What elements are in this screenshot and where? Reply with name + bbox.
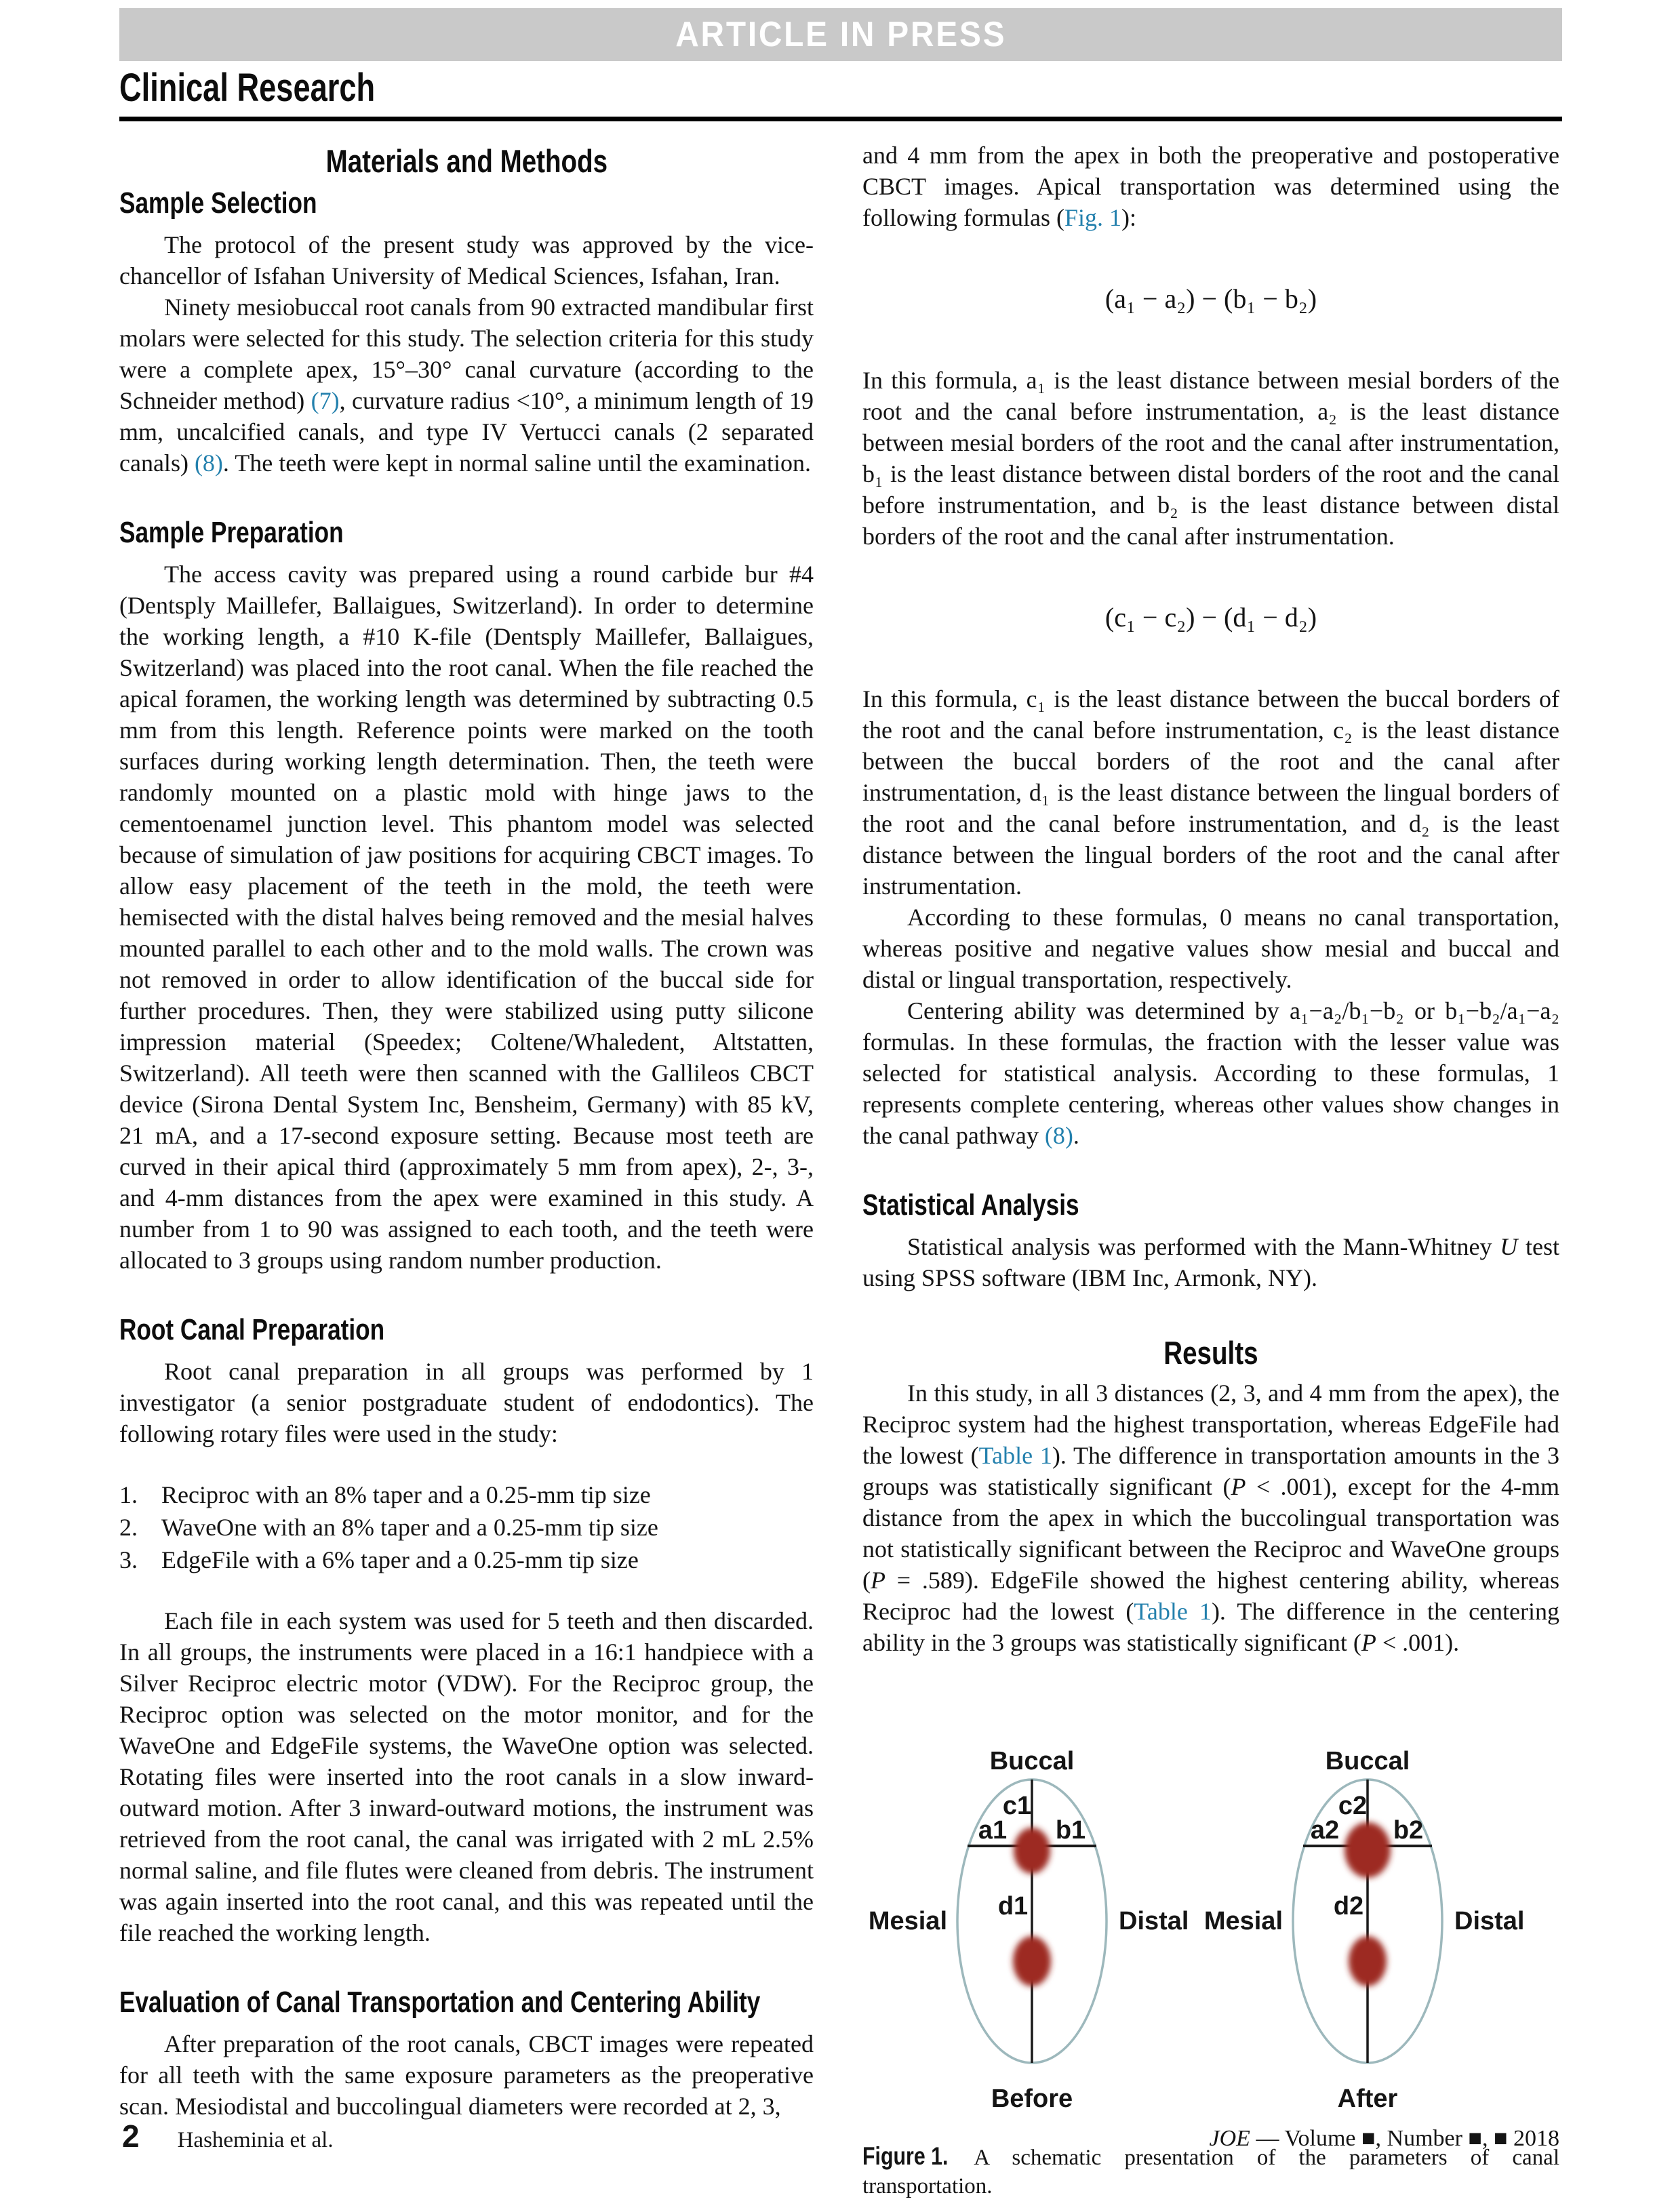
centering-ability-paragraph: [862, 995, 1559, 1151]
a2-label: a2: [1310, 1816, 1340, 1845]
text-segment: . The teeth were kept in normal saline until the examination.: [222, 449, 811, 477]
mesial-label: Mesial: [1203, 1907, 1283, 1935]
text-segment: = .589). EdgeFile showed the highest centering ability, whereas Reciproc had the lowest (: [862, 1567, 1559, 1625]
article-in-press-banner: [119, 8, 1562, 61]
text-segment: Root canal preparation in all groups was performed by 1 investigator (a senior postgraduate student of endodontics). The following rotary files were used in the study:: [119, 1358, 814, 1447]
text-segment: < .001), except for the 4-mm distance from the apex in which the buccolingual transportation was not statistically significant between the Reciproc and WaveOne groups (: [862, 1473, 1559, 1594]
before-cross-section: [869, 1747, 1189, 2113]
p-value-symbol: P: [871, 1567, 885, 1594]
section-brand: [119, 65, 447, 110]
running-authors: Hasheminia et al.: [177, 2128, 334, 2152]
footer-right: [1210, 2126, 1559, 2152]
after-label: After: [1337, 2085, 1398, 2113]
text-segment: In this study, in all 3 distances (2, 3, and 4 mm from the apex), the Reciproc system had the highest transportation, whereas EdgeFile had the lowest (: [862, 1380, 1559, 1469]
text-segment: In this formula, c₁ is the least distance between the buccal borders of the root and the canal before instrumentation, c₂ is the least distance between the buccal borders of the root and the canal after instrumentation, d₁ is the least distance between the lingual borders of the root and the canal before instrumentation, and d₂ is the least distance between the lingual borders of the root and the canal after instrumentation.: [862, 685, 1559, 900]
text-segment: Ninety mesiobuccal root canals from 90 extracted mandibular first molars were selected for this study. The selection criteria for this study were a complete apex, 15°–30° canal curvature (according to the Schneider method): [119, 294, 814, 414]
sample-preparation-heading: Sample Preparation: [119, 516, 344, 549]
distal-label: Distal: [1119, 1907, 1189, 1935]
sample-selection-heading: Sample Selection: [119, 186, 317, 220]
root-canal-preparation-heading: Root Canal Preparation: [119, 1313, 385, 1346]
statistical-analysis-paragraph: [862, 1231, 1559, 1293]
text-segment: , curvature radius <10°, a minimum length of 19 mm, uncalcified canals, and type IV Vertucci canals (2 separated canals): [119, 387, 814, 477]
text-segment: and 4 mm from the apex in both the preoperative and postoperative CBCT images. Apical transportation was determined using the following formulas (: [862, 142, 1559, 231]
c2-label: c2: [1338, 1792, 1368, 1820]
list-item-number: 2.: [119, 1514, 138, 1541]
figure-1: [862, 1681, 1559, 2200]
root-canal-preparation-paragraph-2: [119, 1605, 814, 1948]
list-item-text: WaveOne with an 8% taper and a 0.25-mm tip size: [161, 1514, 658, 1541]
list-item-text: Reciproc with an 8% taper and a 0.25-mm tip size: [161, 1481, 651, 1508]
c1-label: c1: [1002, 1792, 1032, 1820]
sample-selection-paragraph-1: [119, 229, 814, 291]
b2-label: b2: [1393, 1816, 1424, 1845]
mesial-label: Mesial: [868, 1907, 947, 1935]
b1-label: b1: [1055, 1816, 1086, 1845]
text-segment: After preparation of the root canals, CBCT images were repeated for all teeth with the same exposure parameters as the preoperative scan. Mesiodistal and buccolingual diameters were recorded at 2, 3,: [119, 2030, 814, 2120]
root-canal-preparation-paragraph-1: [119, 1356, 814, 1449]
evaluation-heading: Evaluation of Canal Transportation and Centering Ability: [119, 1986, 761, 2019]
before-label: Before: [991, 2085, 1073, 2113]
list-item-number: 3.: [119, 1546, 138, 1573]
header-divider: [119, 117, 1562, 121]
evaluation-paragraph: [119, 2028, 814, 2122]
text-segment: < .001).: [1376, 1629, 1460, 1656]
list-item: [119, 1512, 814, 1543]
continuation-paragraph: [862, 140, 1559, 233]
results-heading: Results: [1163, 1335, 1258, 1371]
left-column: [119, 140, 814, 2122]
figure-1-link[interactable]: Fig. 1: [1064, 204, 1121, 231]
according-paragraph: [862, 902, 1559, 995]
buccal-label: Buccal: [989, 1747, 1075, 1775]
text-segment: .: [1073, 1122, 1079, 1149]
list-item-number: 1.: [119, 1481, 138, 1508]
text-segment: Each file in each system was used for 5 teeth and then discarded. In all groups, the instruments were placed in a 16:1 handpiece with a Silver Reciproc electric motor (VDW). For the Reciproc group, the Reciproc option was selected on the motor monitor, and for the WaveOne and EdgeFile systems, the WaveOne option was selected. Rotating files were inserted into the root canals in a slow inward-outward motion. After 3 inward-outward motions, the instrument was retrieved from the root canal, the canal was irrigated with 2 mL 2.5% normal saline, and file flutes were cleaned from debris. The instrument was again inserted into the root canal, and this was repeated until the file reached the working length.: [119, 1607, 814, 1946]
sample-selection-paragraph-2: [119, 291, 814, 479]
rotary-files-list: [119, 1479, 814, 1575]
text-segment: In this formula, a₁ is the least distance between mesial borders of the root and the canal before instrumentation, a₂ is the least distance between mesial borders of the root and the canal after instrumentation, b₁ is the least distance between distal borders of the root and the canal before instrumentation, and b₂ is the least distance between distal borders of the root and the canal after instrumentation.: [862, 367, 1559, 550]
volume-info: — Volume ■, Number ■, ■ 2018: [1250, 2126, 1559, 2151]
citation-8-link[interactable]: (8): [1044, 1122, 1073, 1149]
canal-spot-upper-before: [1014, 1828, 1050, 1874]
list-item: [119, 1544, 814, 1575]
article-in-press-label: ARTICLE IN PRESS: [675, 15, 1007, 54]
text-segment: test using SPSS software (IBM Inc, Armonk, NY).: [862, 1233, 1559, 1291]
after-cross-section: [1204, 1747, 1525, 2113]
list-item-text: EdgeFile with a 6% taper and a 0.25-mm tip size: [161, 1546, 639, 1573]
results-paragraph: [862, 1378, 1559, 1658]
transportation-formula-mesiodistal: (a₁ − a₂) − (b₁ − b₂): [1104, 283, 1317, 314]
figure-1-diagram: [862, 1681, 1559, 2123]
distal-label: Distal: [1454, 1907, 1525, 1935]
citation-8-link[interactable]: (8): [194, 449, 223, 477]
canal-spot-lower-before: [1013, 1936, 1051, 1986]
p-value-symbol: P: [1231, 1473, 1246, 1500]
page-number: 2: [122, 2118, 140, 2154]
materials-and-methods-heading: Materials and Methods: [325, 143, 608, 179]
figure-1-caption-text: A schematic presentation of the parameters of canal transportation.: [862, 2146, 1559, 2198]
text-segment: ). The difference in the centering ability in the 3 groups was statistically significant (: [862, 1598, 1560, 1656]
d1-label: d1: [997, 1892, 1029, 1921]
table-1-link[interactable]: Table 1: [978, 1442, 1052, 1469]
text-segment: ). The difference in transportation amounts in the 3 groups was statistically significant (: [862, 1442, 1559, 1500]
text-segment: Statistical analysis was performed with the Mann-Whitney: [907, 1233, 1500, 1260]
right-column: [862, 140, 1559, 2200]
sample-preparation-paragraph: [119, 559, 814, 1276]
figure-1-caption-label: Figure 1.: [862, 2142, 949, 2170]
d2-label: d2: [1333, 1892, 1364, 1921]
text-segment: Centering ability was determined by a₁−a₂/b₁−b₂ or b₁−b₂/a₁−a₂ formulas. In these formulas, the fraction with the lesser value was selected for statistical analysis. According to these formulas, 1 represents complete centering, whereas other values show changes in the canal pathway: [862, 997, 1559, 1149]
list-item: [119, 1479, 814, 1510]
text-segment: The protocol of the present study was approved by the vice-chancellor of Isfahan University of Medical Sciences, Isfahan, Iran.: [119, 231, 814, 289]
clinical-research-heading: Clinical Research: [119, 66, 376, 110]
footer-left: [122, 2118, 334, 2154]
text-segment: ):: [1121, 204, 1136, 231]
canal-spot-upper-after: [1345, 1822, 1391, 1878]
text-segment: The access cavity was prepared using a round carbide bur #4 (Dentsply Maillefer, Ballaigues, Switzerland). In order to determine the working length, a #10 K-file (Dentsply Maillefer, Ballaigues, Switzerland) was placed into the root canal. When the file reached the apical foramen, the working length was determined by subtracting 0.5 mm from this length. Reference points were marked on the tooth surfaces during working length determination. Then, the teeth were randomly mounted on a plastic mold with hinge jaws to the cementoenamel junction level. This phantom model was selected because of simulation of jaw positions for acquiring CBCT images. To allow easy placement of the teeth in the mold, the teeth were hemisected with the distal halves being removed and the mesial halves mounted parallel to each other and to the mold walls. The crown was not removed in order to allow identification of the buccal side for further procedures. Then, they were stabilized using putty silicone impression material (Speedex; Coltene/Whaledent, Altstatten, Switzerland). All teeth were then scanned with the Gallileos CBCT device (Sirona Dental System Inc, Bensheim, Germany) with 85 kV, 21 mA, and a 17-second exposure setting. Because most teeth are curved in their apical third (approximately 5 mm from apex), 2-, 3-, and 4-mm distances from the apex were examined in this study. A number from 1 to 90 was assigned to each tooth, and the teeth were allocated to 3 groups using random number production.: [119, 561, 814, 1274]
transportation-formula-buccolingual: (c₁ − c₂) − (d₁ − d₂): [1104, 602, 1317, 632]
text-segment: According to these formulas, 0 means no canal transportation, whereas positive and negative values show mesial and buccal and distal or lingual transportation, respectively.: [862, 904, 1559, 993]
canal-spot-lower-after: [1349, 1936, 1387, 1986]
formula-2-explanation: [862, 683, 1559, 902]
journal-abbreviation: JOE: [1209, 2126, 1250, 2151]
u-statistic-symbol: U: [1500, 1233, 1518, 1260]
a1-label: a1: [978, 1816, 1008, 1845]
formula-1-explanation: [862, 365, 1559, 552]
statistical-analysis-heading: Statistical Analysis: [862, 1188, 1079, 1222]
citation-7-link[interactable]: (7): [311, 387, 340, 414]
p-value-symbol: P: [1361, 1629, 1376, 1656]
buccal-label: Buccal: [1325, 1747, 1410, 1775]
table-1-link[interactable]: Table 1: [1134, 1598, 1212, 1625]
